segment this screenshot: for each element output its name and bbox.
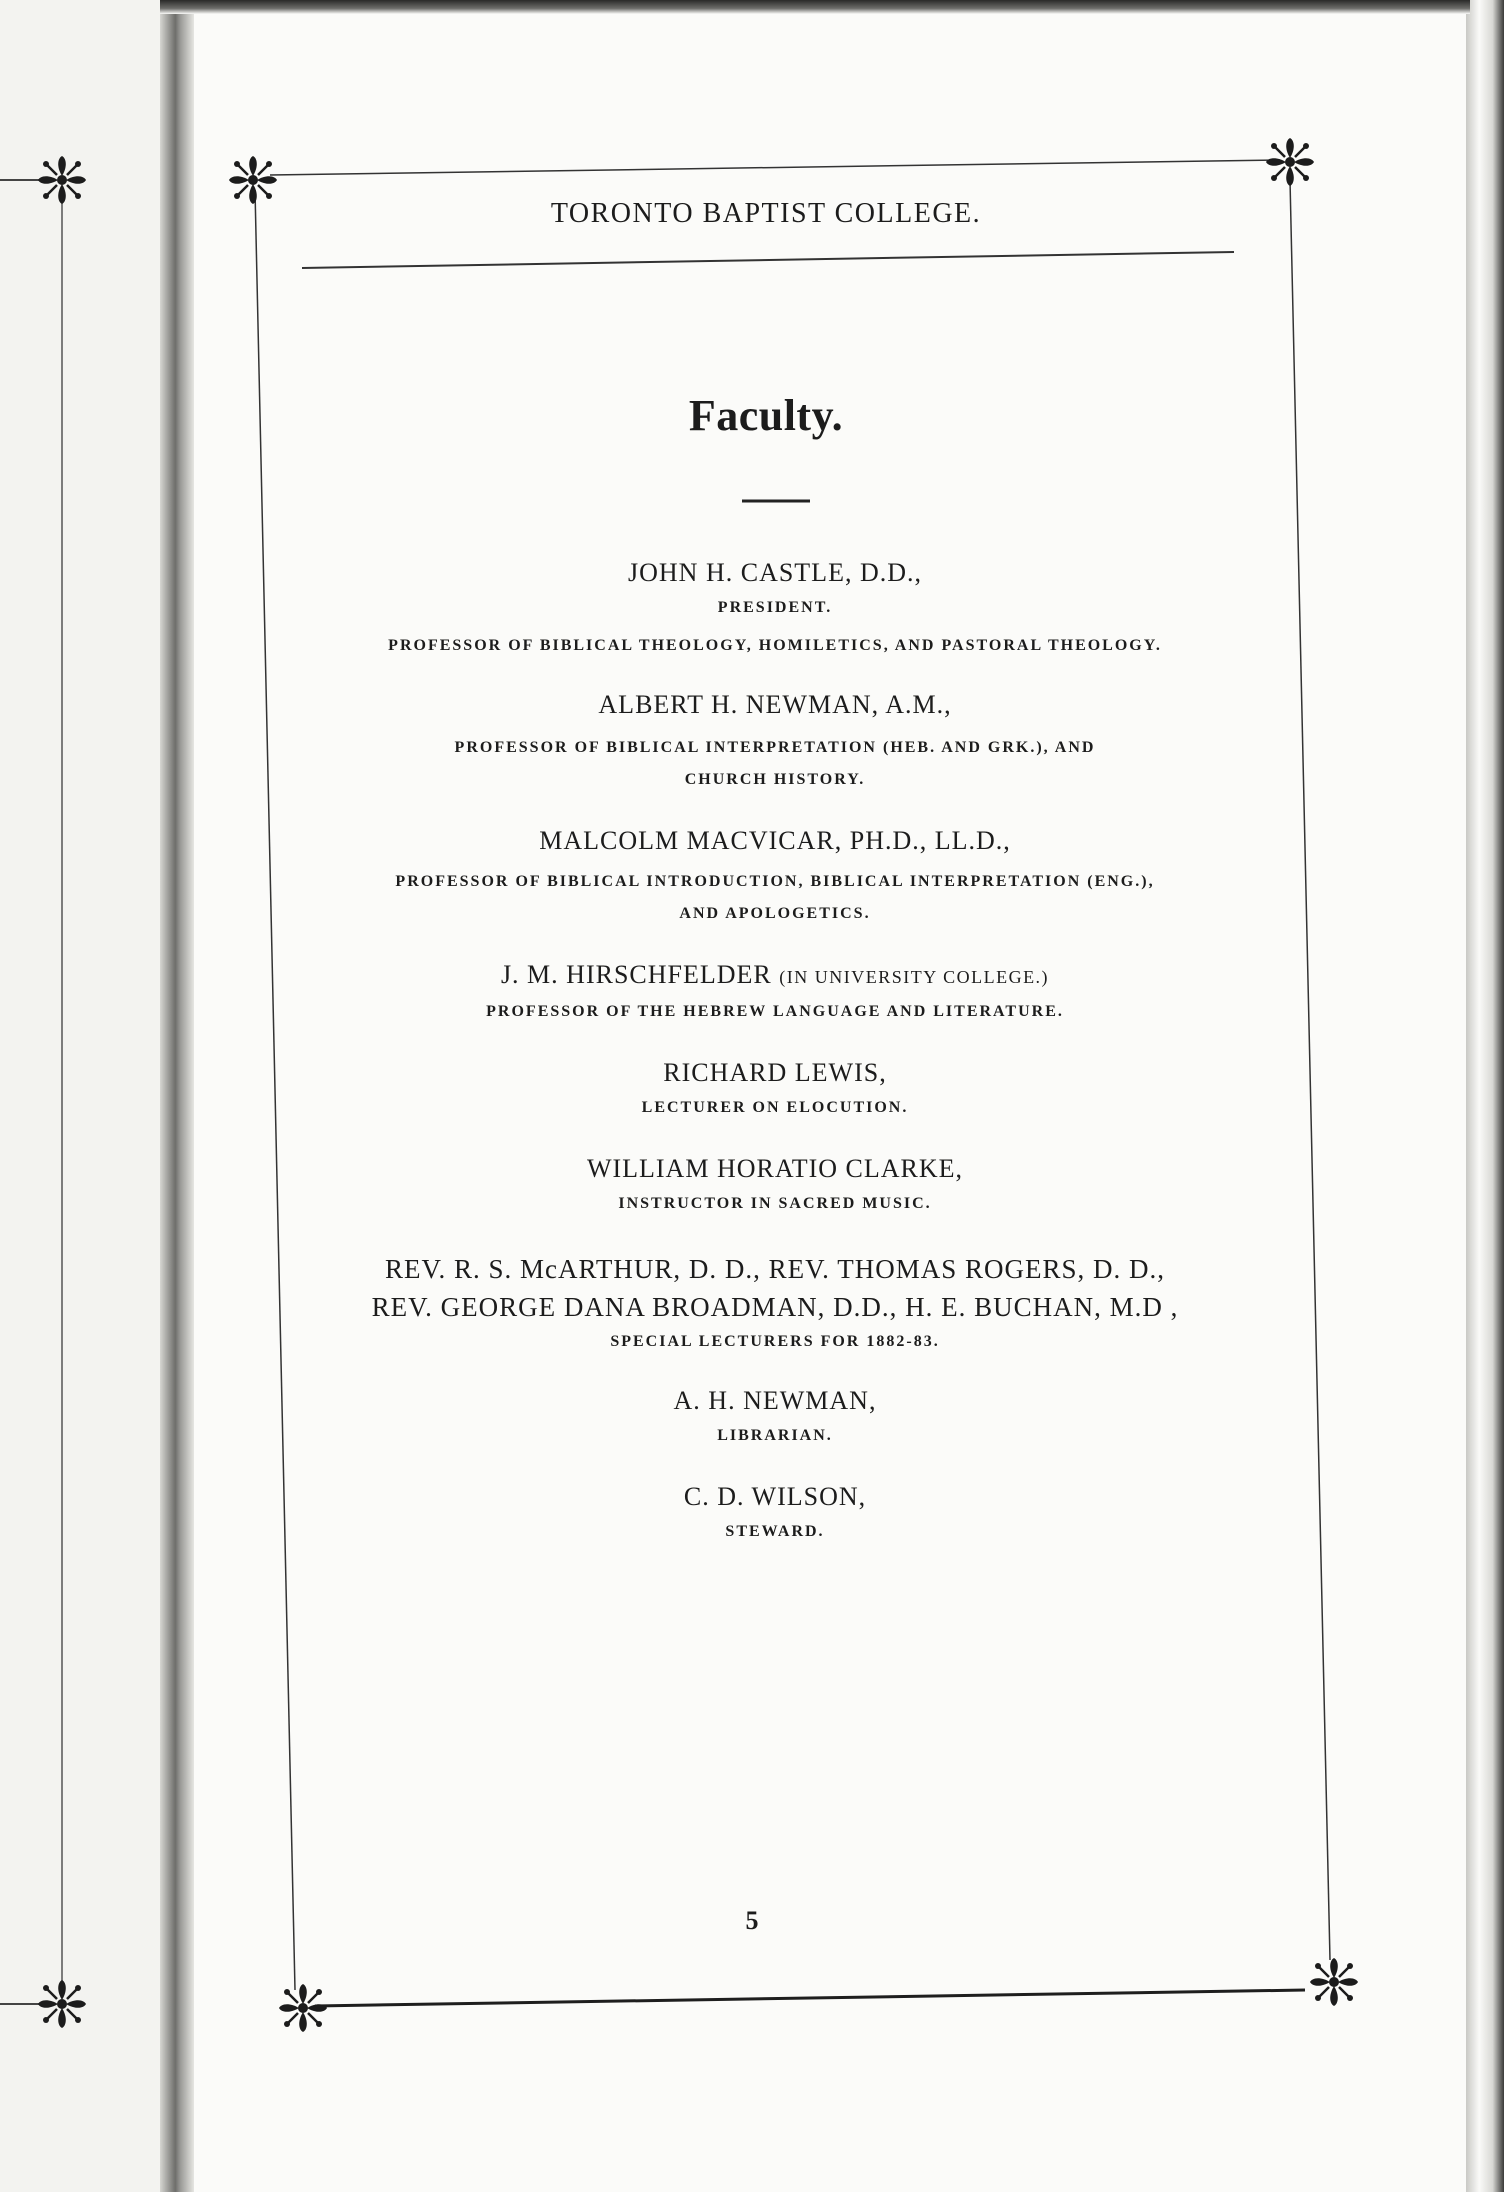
faculty-name: C. D. WILSON, [683,1482,867,1511]
faculty-name: J. M. HIRSCHFELDER [500,960,772,989]
faculty-entry [310,956,1240,1028]
faculty-name: WILLIAM HORATIO CLARKE, [586,1154,964,1183]
faculty-role: INSTRUCTOR IN SACRED MUSIC. [618,1195,932,1212]
fleuron-ornament-icon [38,1980,86,2028]
faculty-entry [310,1150,1240,1220]
running-head: TORONTO BAPTIST COLLEGE. [550,198,982,229]
faculty-role: PROFESSOR OF BIBLICAL INTRODUCTION, BIBLICAL INTERPRETATION (ENG.), [395,873,1155,890]
fleuron-ornament-icon [38,156,86,204]
faculty-name-line [310,956,1240,996]
faculty-name: REV. R. S. McARTHUR, D. D., REV. THOMAS ROGERS, D. D., [385,1254,1165,1284]
faculty-entry [310,1054,1240,1124]
faculty-name-note: (IN UNIVERSITY COLLEGE.) [779,967,1050,987]
faculty-role: AND APOLOGETICS. [679,905,871,922]
faculty-entry [310,1478,1240,1548]
faculty-name: REV. GEORGE DANA BROADMAN, D.D., H. E. BUCHAN, M.D , [371,1292,1179,1322]
faculty-entry [310,1382,1240,1452]
faculty-role: LECTURER ON ELOCUTION. [641,1099,909,1116]
faculty-name: RICHARD LEWIS, [663,1058,887,1087]
fleuron-ornament-icon [279,1984,327,2032]
faculty-role: SPECIAL LECTURERS FOR 1882-83. [610,1333,940,1350]
faculty-role: PROFESSOR OF THE HEBREW LANGUAGE AND LITERATURE. [486,1003,1064,1020]
faculty-entry [310,554,1240,662]
page-title: Faculty. [688,391,844,440]
fleuron-ornament-icon [229,156,277,204]
faculty-role: CHURCH HISTORY. [684,771,866,788]
fleuron-ornament-icon [1266,138,1314,186]
faculty-name: ALBERT H. NEWMAN, A.M., [598,690,952,719]
faculty-role: PROFESSOR OF BIBLICAL THEOLOGY, HOMILETICS, AND PASTORAL THEOLOGY. [388,637,1162,654]
page-number [0,1906,1504,1936]
faculty-role: PRESIDENT. [717,599,833,616]
faculty-role: LIBRARIAN. [717,1427,833,1444]
faculty-entry [310,1250,1240,1358]
faculty-name: MALCOLM MACVICAR, PH.D., LL.D., [539,826,1011,855]
faculty-role: PROFESSOR OF BIBLICAL INTERPRETATION (HEB. AND GRK.), AND [454,739,1096,756]
faculty-name: A. H. NEWMAN, [673,1386,877,1415]
page-number-text: 5 [745,1906,759,1935]
faculty-list [310,554,1240,1548]
fleuron-ornament-icon [1310,1958,1358,2006]
faculty-role: STEWARD. [725,1523,825,1540]
faculty-entry [310,686,1240,796]
faculty-entry [310,822,1240,930]
faculty-name: JOHN H. CASTLE, D.D., [628,558,922,587]
